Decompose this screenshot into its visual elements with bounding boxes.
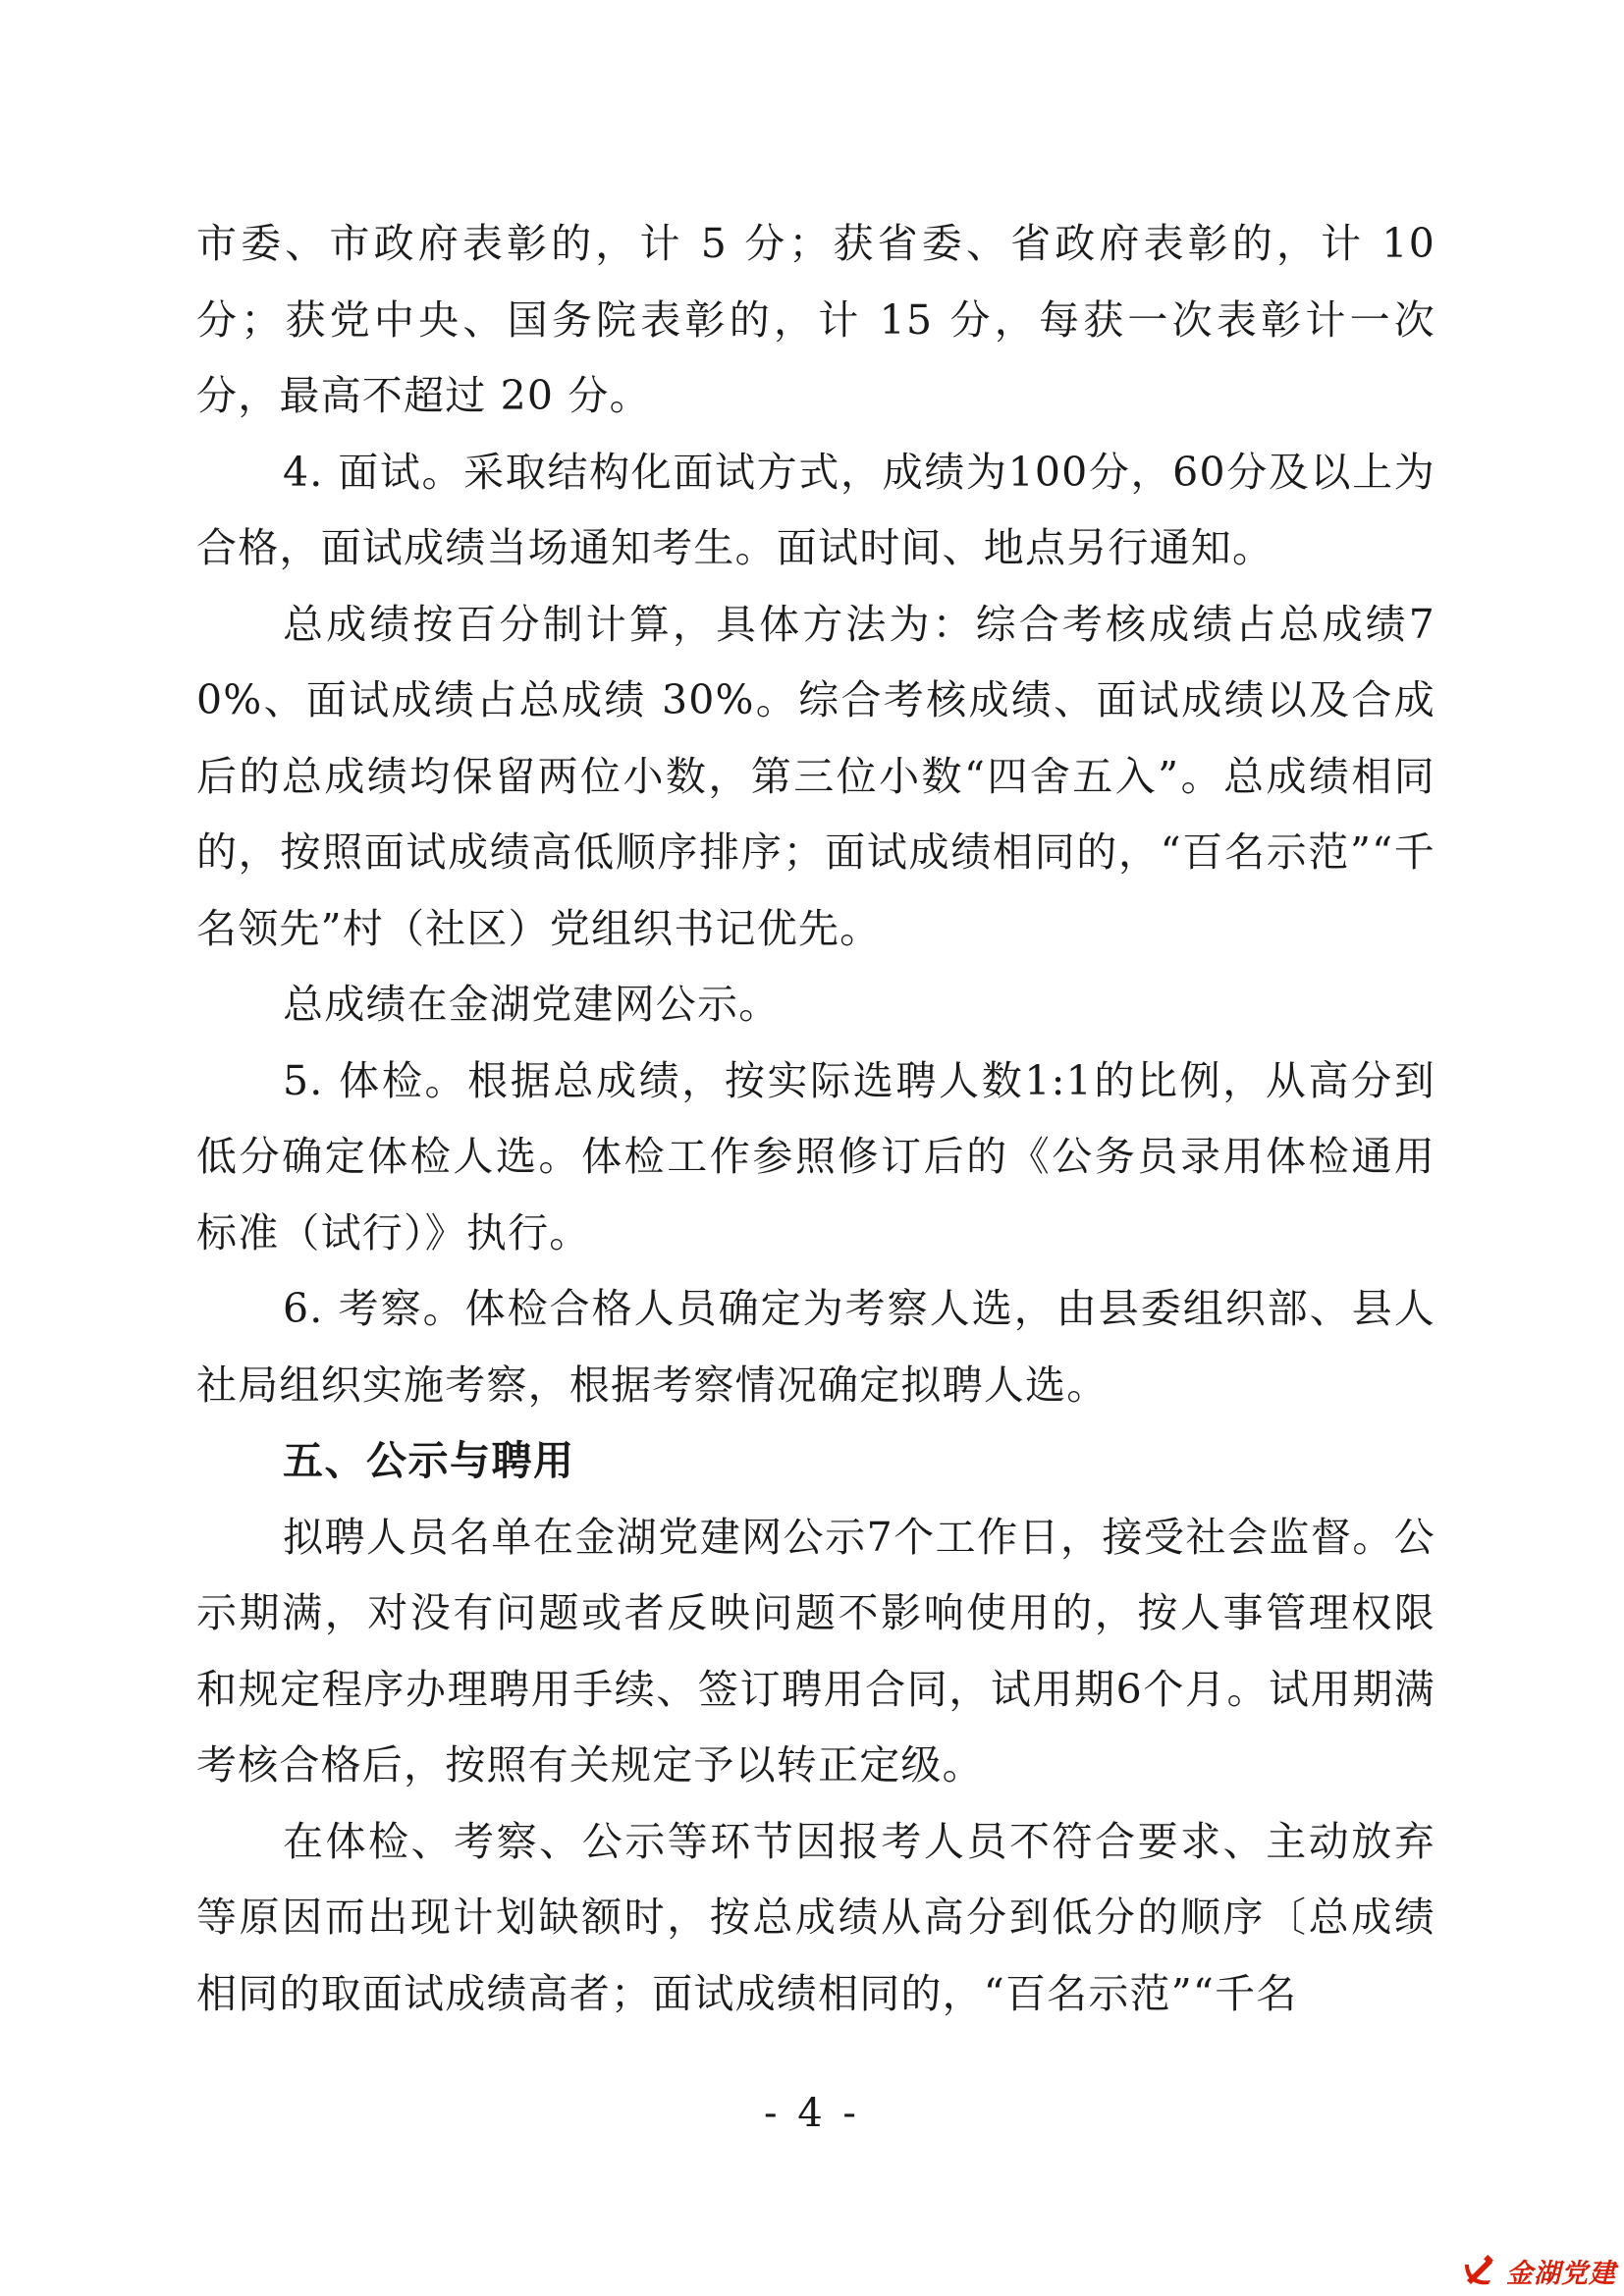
paragraph-total-score-method: 总成绩按百分制计算，具体方法为：综合考核成绩占总成绩70%、面试成绩占总成绩 30%。综合考核成绩、面试成绩以及合成后的总成绩均保留两位小数，第三位小数“四舍五入”。总成绩相同的，按照面试成绩高低顺序排序；面试成绩相同的，“百名示范”“千名领先”村（社区）党组织书记优先。 <box>196 600 1435 952</box>
paragraph-score-publicity: 总成绩在金湖党建网公示。 <box>283 981 781 1028</box>
paragraph-vacancy-fill: 在体检、考察、公示等环节因报考人员不符合要求、主动放弃等原因而出现计划缺额时，按总成绩从高分到低分的顺序〔总成绩相同的取面试成绩高者；面试成绩相同的，“百名示范”“千名 <box>196 1817 1435 2017</box>
paragraph-physical-exam: 5. 体检。根据总成绩，按实际选聘人数1:1的比例，从高分到低分确定体检人选。体检工作参照修订后的《公务员录用体检通用标准（试行）》执行。 <box>196 1056 1435 1256</box>
watermark-text: 金湖党建 <box>1506 2258 1616 2289</box>
paragraph-inspection: 6. 考察。体检合格人员确定为考察人选，由县委组织部、县人社局组织实施考察，根据考察情况确定拟聘人选。 <box>196 1285 1435 1409</box>
section-heading-publicity-hiring: 五、公示与聘用 <box>283 1437 575 1484</box>
paragraph-hiring-publicity: 拟聘人员名单在金湖党建网公示7个工作日，接受社会监督。公示期满，对没有问题或者反映问题不影响使用的，按人事管理权限和规定程序办理聘用手续、签订聘用合同，试用期6个月。试用期满考核合格后，按照有关规定予以转正定级。 <box>196 1513 1435 1789</box>
party-emblem-icon <box>1459 2251 1498 2290</box>
watermark-logo <box>1459 2251 1616 2290</box>
paragraph-commendation-scoring: 市委、市政府表彰的，计 5 分；获省委、省政府表彰的，计 10 分；获党中央、国务院表彰的，计 15 分，每获一次表彰计一次分，最高不超过 20 分。 <box>196 220 1435 419</box>
page-number: - 4 - <box>764 2091 860 2136</box>
paragraph-interview: 4. 面试。采取结构化面试方式，成绩为100分，60分及以上为合格，面试成绩当场通知考生。面试时间、地点另行通知。 <box>196 448 1435 571</box>
document-body <box>196 206 1435 2032</box>
